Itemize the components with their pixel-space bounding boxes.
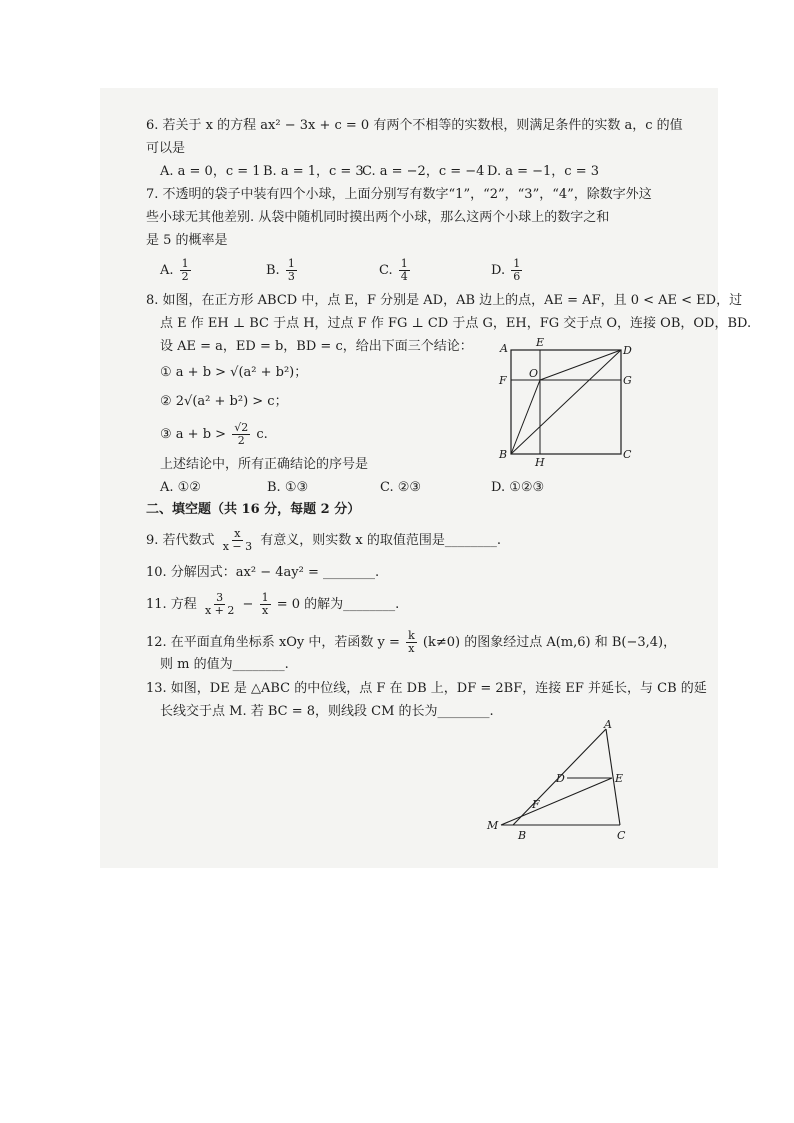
q6-line2: 可以是: [146, 141, 186, 156]
q11-pre: 11. 方程: [146, 597, 197, 612]
q12-line2: 则 m 的值为________.: [160, 657, 289, 672]
q8-conclusion-1: ① a + b > √(a² + b²)；: [160, 365, 308, 380]
label-c: C: [623, 448, 632, 461]
q12-post: (k≠0) 的图象经过点 A(m,6) 和 B(−3,4)，: [422, 635, 677, 650]
label-a: A: [500, 342, 508, 355]
q9-den: x − 3: [222, 540, 253, 553]
label-c: C: [617, 829, 626, 842]
q8-line3: 设 AE = a，ED = b，BD = c，给出下面三个结论：: [160, 339, 473, 354]
label-b: B: [499, 448, 508, 461]
q7-option-b-letter: B.: [266, 263, 280, 278]
q7-option-d: [491, 258, 524, 283]
q7-option-d-num: 1: [513, 257, 521, 270]
q7-line3: 是 5 的概率是: [146, 233, 228, 248]
q7-option-c-den: 4: [400, 270, 408, 283]
q7-option-b-den: 3: [287, 270, 295, 283]
label-f: F: [499, 374, 507, 387]
q13-triangle-figure: [484, 720, 634, 844]
label-h: H: [535, 456, 545, 469]
label-e: E: [615, 772, 624, 785]
q11: [146, 592, 399, 617]
q7-option-d-den: 6: [513, 270, 521, 283]
label-f: F: [532, 798, 540, 811]
q8-line1: 8. 如图，在正方形 ABCD 中，点 E，F 分别是 AD，AB 边上的点，AE = AF，且 0 < AE < ED，过: [146, 293, 743, 308]
q6-option-a: A. a = 0，c = 1: [160, 164, 261, 179]
q8-line2: 点 E 作 EH ⊥ BC 于点 H，过点 F 作 FG ⊥ CD 于点 G，EH，FG 交于点 O，连接 OB，OD，BD.: [160, 316, 752, 331]
q13-line1: 13. 如图，DE 是 △ABC 的中位线，点 F 在 DB 上，DF = 2BF，连接 EF 并延长，与 CB 的延: [146, 681, 707, 696]
q8-square-figure: [496, 338, 634, 470]
segment-od: [540, 350, 621, 380]
q9: [146, 528, 501, 553]
q12-den: x: [408, 642, 415, 655]
q7-option-a-fraction: [180, 258, 191, 283]
q7-option-c: [379, 258, 412, 283]
segment-bd: [511, 350, 621, 454]
q12-num: k: [408, 629, 415, 642]
label-a: A: [604, 720, 612, 731]
q8-conclusion-3: [160, 422, 268, 447]
q7-option-c-letter: C.: [379, 263, 393, 278]
section-heading: 二、填空题（共 16 分，每题 2 分）: [146, 502, 361, 517]
q7-option-a: [160, 258, 193, 283]
q8-conclusion-3-den: 2: [237, 434, 245, 447]
q13-line2: 长线交于点 M. 若 BC = 8，则线段 CM 的长为________.: [160, 704, 494, 719]
label-m: M: [487, 819, 499, 832]
q7-option-b-num: 1: [287, 257, 295, 270]
q12-fraction: [406, 630, 417, 655]
segment-me: [501, 778, 612, 825]
q7-option-d-letter: D.: [491, 263, 506, 278]
label-g: G: [623, 374, 632, 387]
q8-option-b: B. ①③: [267, 480, 309, 495]
q9-fraction: [221, 528, 254, 553]
q8-line4: 上述结论中，所有正确结论的序号是: [160, 457, 369, 472]
q7-line2: 些小球无其他差别. 从袋中随机同时摸出两个小球，那么这两个小球上的数字之和: [146, 210, 610, 225]
q8-conclusion-3-num: √2: [234, 421, 249, 434]
q11-fraction-2: [260, 592, 271, 617]
label-d: D: [623, 344, 632, 357]
label-b: B: [518, 829, 527, 842]
q8-conclusion-3-pre: ③ a + b >: [160, 427, 227, 442]
q12-line1: [146, 630, 676, 655]
label-o: O: [529, 367, 539, 380]
q7-option-c-fraction: [399, 258, 410, 283]
q7-option-a-den: 2: [181, 270, 189, 283]
q7-option-a-num: 1: [181, 257, 189, 270]
q11-post: = 0 的解为________.: [276, 597, 400, 612]
q11-den-2: x: [261, 604, 269, 617]
q11-num-1: 3: [216, 591, 224, 604]
q11-den-1: x + 2: [204, 604, 235, 617]
q11-num-2: 1: [261, 591, 269, 604]
q9-num: x: [234, 527, 241, 540]
q7-line1: 7. 不透明的袋子中装有四个小球，上面分别写有数字“1”，“2”，“3”，“4”，除数字外这: [146, 187, 652, 202]
q7-option-d-fraction: [511, 258, 522, 283]
q9-post: 有意义，则实数 x 的取值范围是________.: [260, 533, 501, 548]
q8-conclusion-2: ② 2√(a² + b²) > c；: [160, 394, 288, 409]
q8-conclusion-3-post: c.: [256, 427, 268, 442]
q7-option-b: [266, 258, 299, 283]
q6-option-b: B. a = 1，c = 3: [263, 164, 364, 179]
segment-ob: [511, 380, 540, 454]
q8-option-d: D. ①②③: [491, 480, 545, 495]
q7-option-c-num: 1: [400, 257, 408, 270]
q7-option-a-letter: A.: [160, 263, 174, 278]
label-e: E: [536, 338, 545, 349]
q6-option-c: C. a = −2，c = −4: [362, 164, 485, 179]
label-d: D: [556, 772, 565, 785]
q6-option-d: D. a = −1，c = 3: [487, 164, 600, 179]
q11-fraction-1: [203, 592, 236, 617]
q8-option-a: A. ①②: [160, 480, 201, 495]
q8-conclusion-3-fraction: [232, 422, 250, 447]
q10: 10. 分解因式：ax² − 4ay² = ________.: [146, 565, 380, 580]
q12-pre: 12. 在平面直角坐标系 xOy 中，若函数 y =: [146, 635, 400, 650]
q9-pre: 9. 若代数式: [146, 533, 215, 548]
q7-option-b-fraction: [286, 258, 297, 283]
q8-option-c: C. ②③: [380, 480, 422, 495]
q11-mid: −: [242, 597, 254, 612]
q6-line1: 6. 若关于 x 的方程 ax² − 3x + c = 0 有两个不相等的实数根，则满足条件的实数 a，c 的值: [146, 118, 683, 133]
